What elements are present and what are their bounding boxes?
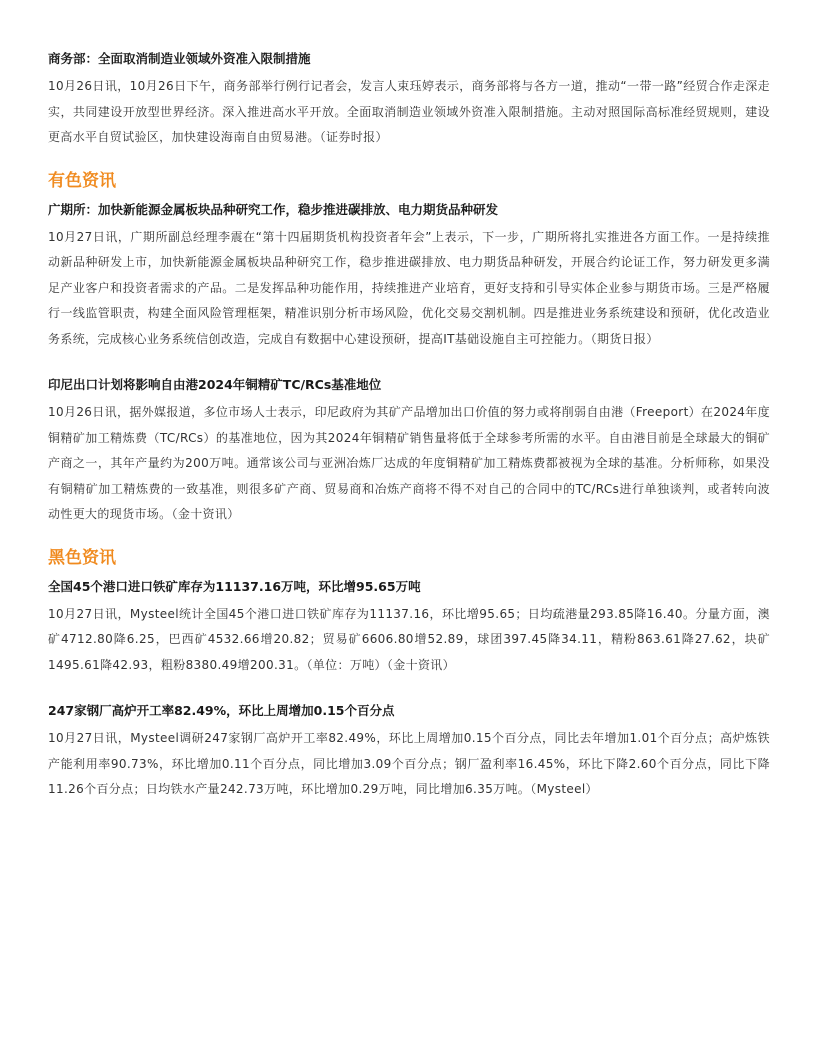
article-gfex [48, 201, 770, 353]
article-port-iron-ore [48, 578, 770, 679]
article-body: 10月27日讯，Mysteel统计全国45个港口进口铁矿库存为11137.16，环比增95.65；日均疏港量293.85降16.40。分量方面，澳矿4712.80降6.25，巴西矿4532.66增20.82；贸易矿6606.80增52.89，球团397.45降34.11，精粉863.61降27.62，块矿1495.61降42.93，粗粉8380.49增200.31。（单位：万吨）（金十资讯） [48, 606, 770, 672]
article-indonesia-copper [48, 376, 770, 528]
article-title: 广期所：加快新能源金属板块品种研究工作，稳步推进碳排放、电力期货品种研发 [48, 201, 499, 217]
article-title: 印尼出口计划将影响自由港2024年铜精矿TC/RCs基准地位 [48, 377, 382, 392]
article-title: 商务部：全面取消制造业领域外资准入限制措施 [48, 51, 311, 66]
article-title: 全国45个港口进口铁矿库存为11137.16万吨，环比增95.65万吨 [48, 578, 421, 594]
article-body: 10月27日讯，广期所副总经理李震在“第十四届期货机构投资者年会”上表示，下一步，广期所将扎实推进各方面工作。一是持续推动新品种研发上市，加快新能源金属板块品种研究工作，稳步推进碳排放、电力期货品种研发，开展合约论证工作，努力研发更多满足产业客户和投资者需求的产品。二是发挥品种功能作用，持续推进产业培育，更好支持和引导实体企业参与期货市场。三是严格履行一线监管职责，构建全面风险管理框架，精准识别分析市场风险，优化交易交割机制。四是推进业务系统建设和预研，优化改造业务系统，完成核心业务系统信创改造，完成自有数据中心建设预研，提高IT基础设施自主可控能力。（期货日报） [48, 229, 770, 346]
article-blast-furnace [48, 702, 770, 803]
article-body: 10月27日讯，Mysteel调研247家钢厂高炉开工率82.49%，环比上周增加0.15个百分点，同比去年增加1.01个百分点；高炉炼铁产能利用率90.73%，环比增加0.11个百分点，同比增加3.09个百分点；钢厂盈利率16.45%，环比下降2.60个百分点，同比下降11.26个百分点；日均铁水产量242.73万吨，环比增加0.29万吨，同比增加6.35万吨。（Mysteel） [48, 731, 770, 796]
article-body: 10月26日讯，据外媒报道，多位市场人士表示，印尼政府为其矿产品增加出口价值的努力或将削弱自由港（Freeport）在2024年度铜精矿加工精炼费（TC/RCs）的基准地位，因为其2024年铜精矿销售量将低于全球参考所需的水平。自由港目前是全球最大的铜矿产商之一，其年产量约为200万吨。通常该公司与亚洲冶炼厂达成的年度铜精矿加工精炼费都被视为全球的基准。分析师称，如果没有铜精矿加工精炼费的一致基准，则很多矿产商、贸易商和冶炼产商将不得不对自己的合同中的TC/RCs进行单独谈判，或者转向波动性更大的现货市场。（金十资讯） [48, 405, 770, 521]
article-body: 10月26日讯，10月26日下午，商务部举行例行记者会，发言人束珏婷表示，商务部将与各方一道，推动“一带一路”经贸合作走深走实，共同建设开放型世界经济。深入推进高水平开放。全面取消制造业领域外资准入限制措施。主动对照国际高标准经贸规则，建设更高水平自贸试验区，加快建设海南自由贸易港。（证券时报） [48, 79, 770, 144]
section-heading-nonferrous: 有色资讯 [48, 170, 116, 191]
article-title: 247家钢厂高炉开工率82.49%，环比上周增加0.15个百分点 [48, 703, 395, 718]
article-commerce-ministry [48, 50, 770, 151]
section-heading-ferrous: 黑色资讯 [48, 547, 116, 568]
page-content [48, 50, 770, 803]
